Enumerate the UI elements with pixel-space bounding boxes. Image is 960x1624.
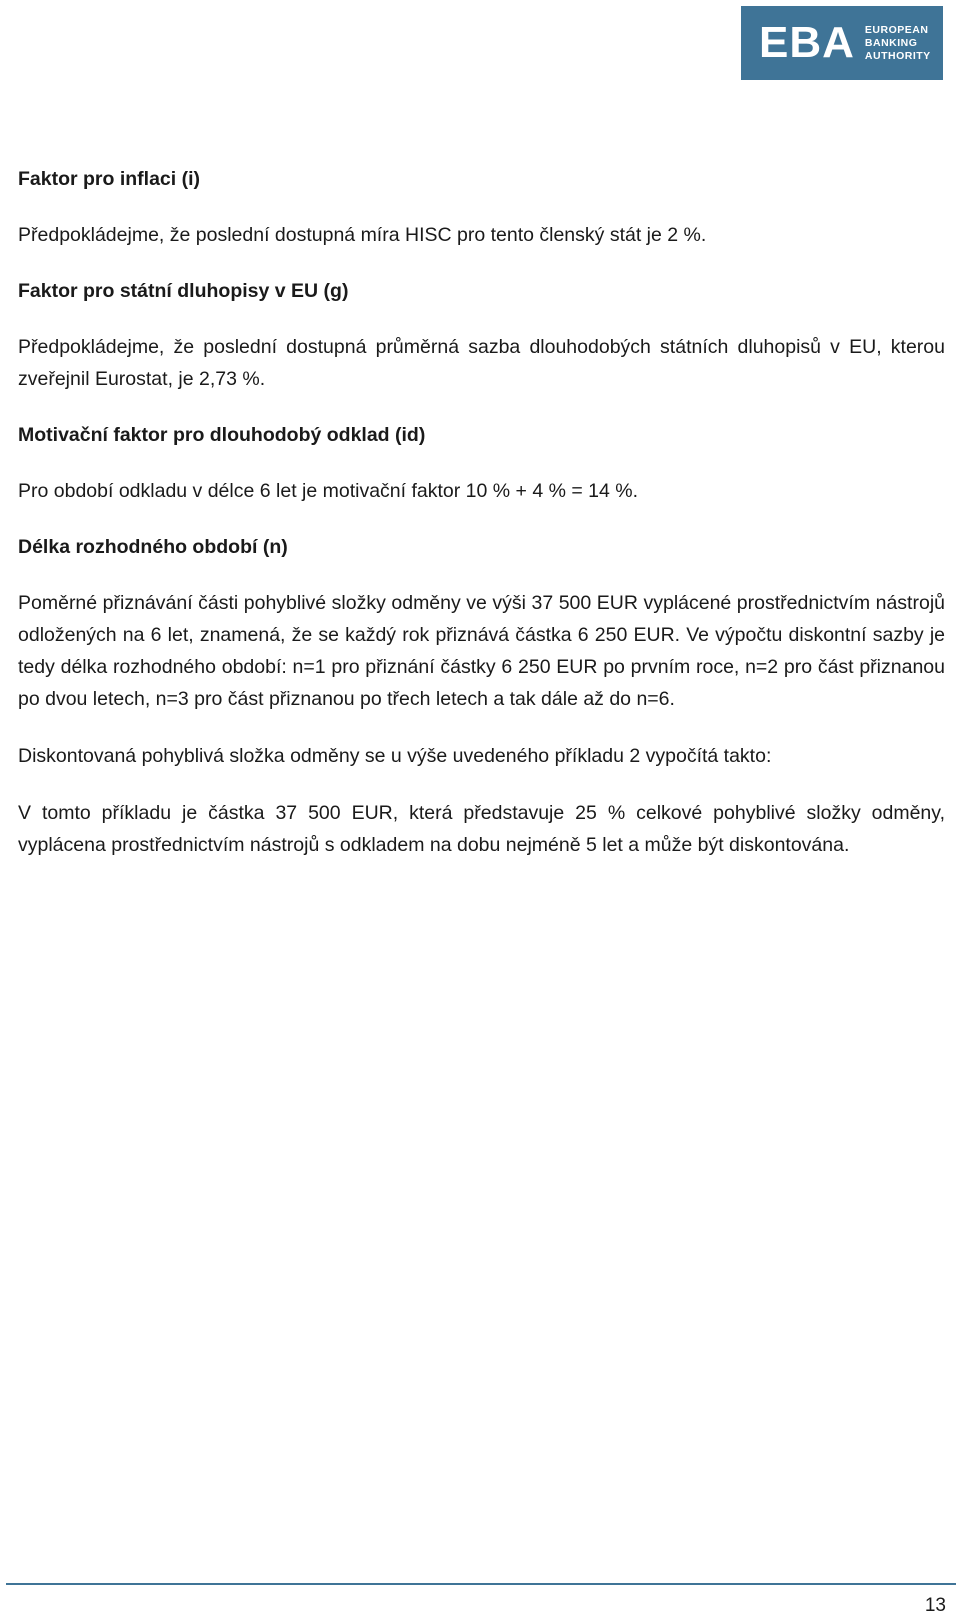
logo-wordmark — [865, 24, 931, 63]
closing-paragraph-1: Diskontovaná pohyblivá složka odměny se u výše uvedeného příkladu 2 vypočítá takto: — [18, 745, 772, 767]
closing-paragraph-2: V tomto příkladu je částka 37 500 EUR, která představuje 25 % celkové pohyblivé složky odměny, vyplácena prostřednictvím nástrojů s odkladem na dobu nejméně 5 let a může být diskontována. — [18, 802, 945, 856]
section-paragraph-bonds: Předpokládejme, že poslední dostupná průměrná sazba dlouhodobých státních dluhopisů v EU, kterou zveřejnil Eurostat, je 2,73 %. — [18, 336, 945, 390]
footer-rule — [6, 1583, 956, 1585]
section-heading-incentive: Motivační faktor pro dlouhodobý odklad (id) — [18, 424, 426, 446]
logo-line-1: EUROPEAN — [864, 23, 929, 36]
section-paragraph-inflation: Předpokládejme, že poslední dostupná míra HISC pro tento členský stát je 2 %. — [18, 224, 707, 246]
eba-logo — [741, 6, 943, 80]
section-heading-inflation: Faktor pro inflaci (i) — [18, 168, 201, 190]
logo-line-3: AUTHORITY — [864, 49, 931, 62]
section-heading-period: Délka rozhodného období (n) — [18, 536, 288, 558]
page-number: 13 — [924, 1595, 946, 1616]
logo-mark: EBA — [759, 18, 855, 67]
section-paragraph-incentive: Pro období odkladu v délce 6 let je motivační faktor 10 % + 4 % = 14 %. — [18, 480, 639, 502]
document-body — [18, 164, 945, 861]
section-paragraph-period: Poměrné přiznávání části pohyblivé složky odměny ve výši 37 500 EUR vyplácené prostřednictvím nástrojů odložených na 6 let, znamená, že se každý rok přiznává částka 6 250 EUR. Ve výpočtu diskontní sazby je tedy délka rozhodného období: n=1 pro přiznání částky 6 250 EUR po prvním roce, n=2 pro část přiznanou po dvou letech, n=3 pro část přiznanou po třech letech a tak dále až do n=6. — [18, 592, 945, 710]
logo-line-2: BANKING — [864, 36, 918, 49]
section-heading-bonds: Faktor pro státní dluhopisy v EU (g) — [18, 280, 349, 302]
